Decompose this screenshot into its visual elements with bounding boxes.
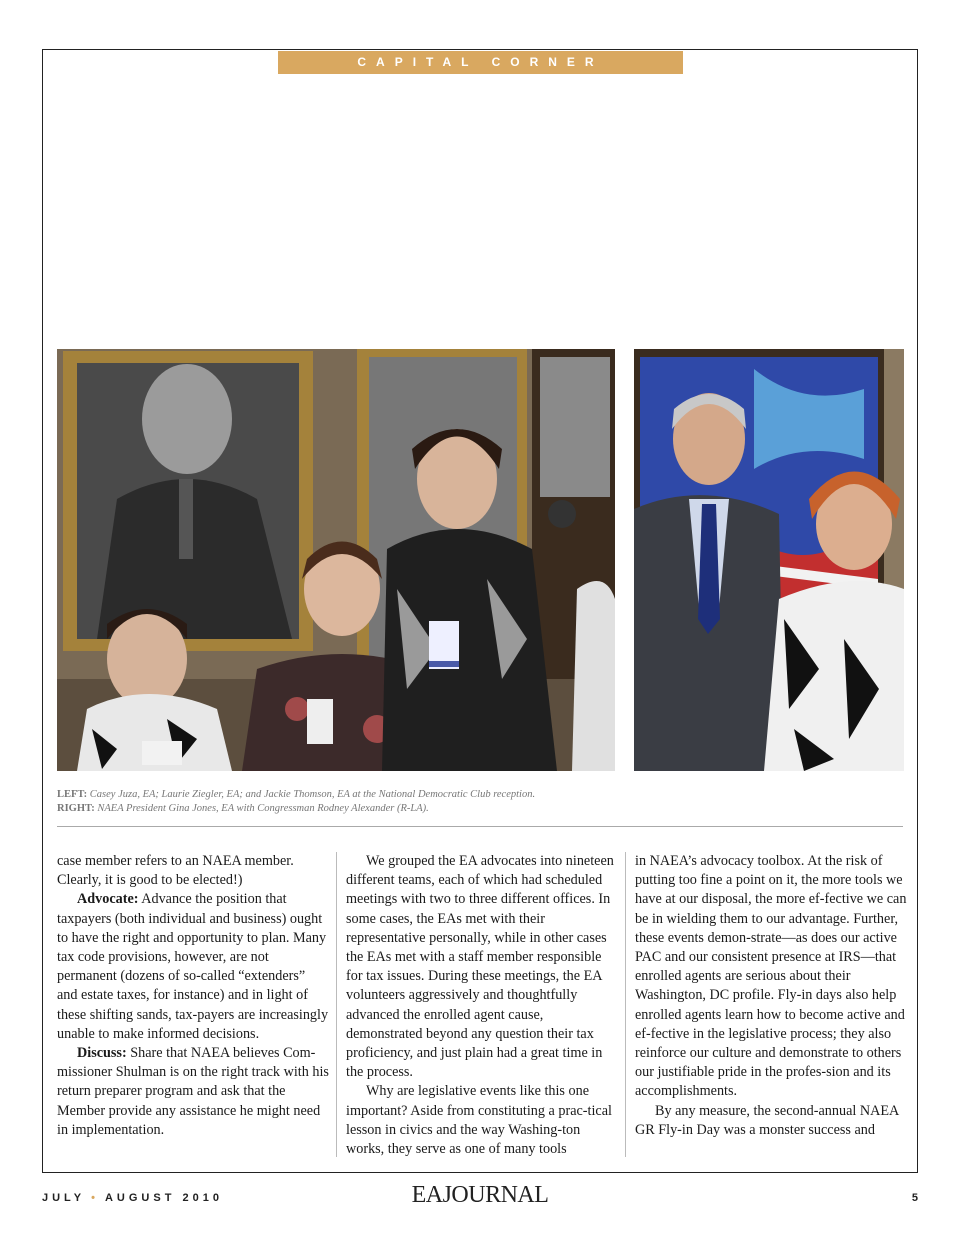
- column-divider: [625, 852, 626, 1157]
- group-photo-icon: [634, 349, 904, 771]
- caption-left: [57, 788, 903, 802]
- caption-right-label: RIGHT:: [57, 803, 95, 814]
- footer-month-2: AUGUST 2010: [104, 1192, 223, 1204]
- caption-right: [57, 802, 903, 816]
- paragraph: Why are legislative events like this one important? Aside from constituting a prac-tical lesson in civics and the way Washing-ton works, they serve as one of many tools: [346, 1083, 612, 1158]
- group-photo-icon: [57, 349, 615, 771]
- caption-left-label: LEFT:: [57, 789, 88, 800]
- section-banner: CAPITAL CORNER: [278, 51, 683, 74]
- page-number: 5: [911, 1192, 918, 1204]
- photo-caption: [57, 788, 903, 816]
- caption-left-text: Casey Juza, EA; Laurie Ziegler, EA; and Jackie Thomson, EA at the National Democratic Club reception.: [87, 789, 536, 800]
- run-in-heading: Advocate:: [77, 891, 139, 908]
- article-column-1: [57, 852, 329, 1140]
- footer-separator: •: [91, 1192, 99, 1204]
- journal-logo: EAJOURNAL: [411, 1182, 549, 1208]
- paragraph: We grouped the EA advocates into nineteen different teams, each of which had scheduled meetings with two to three different offices. In some cases, the EAs met with their representative personally, while in other cases the EAs met with a staff member responsible for tax issues. During these meetings, the EA volunteers aggressively and thoughtfully advanced the enrolled agent cause, demonstrated beyond any question their tax proficiency, and just plain had a great time in the process.: [346, 853, 614, 1081]
- paragraph-advocate: [57, 890, 329, 1044]
- footer-month-1: JULY: [42, 1192, 86, 1204]
- paragraph: case member refers to an NAEA member. Clearly, it is good to be elected!): [57, 853, 294, 889]
- footer-issue-date: [42, 1192, 223, 1204]
- paragraph-discuss: [57, 1044, 329, 1140]
- paragraph-text: Advance the position that taxpayers (both individual and business) ought to have the right and opportunity to plan. Many tax code provisions, however, are not permanent (dozens of so-called “extenders” and estate taxes, for instance) and in light of these shifting sands, tax-payers are increasingly unable to make informed decisions.: [57, 891, 329, 1042]
- article-column-3: [635, 852, 907, 1140]
- article-column-2: [346, 852, 618, 1159]
- paragraph: By any measure, the second-annual NAEA GR Fly-in Day was a monster success and: [635, 1102, 899, 1138]
- paragraph-text: Share that NAEA believes Com-missioner Shulman is on the right track with his return preparer program and ask that the Member provide any assistance he might need in implementation.: [57, 1045, 329, 1138]
- run-in-heading: Discuss:: [77, 1045, 127, 1062]
- photo-left: [57, 349, 615, 771]
- caption-divider: [57, 826, 903, 827]
- photo-right: [634, 349, 904, 771]
- caption-right-text: NAEA President Gina Jones, EA with Congressman Rodney Alexander (R-LA).: [94, 803, 429, 814]
- column-divider: [336, 852, 337, 1157]
- paragraph: in NAEA’s advocacy toolbox. At the risk of putting too fine a point on it, the more tools we have at our disposal, the more ef-fective we can be in wielding them to our advantage. Further, these events demon-strate—as does our active PAC and our consistent presence at IRS—that enrolled agents are serious about their Washington, DC profile. Fly-in days also help enrolled agents learn how to become active and ef-fective in the legislative process; they also reinforce our culture and demonstrate to others our justifiable pride in the profes-sion and its accomplishments.: [635, 853, 907, 1100]
